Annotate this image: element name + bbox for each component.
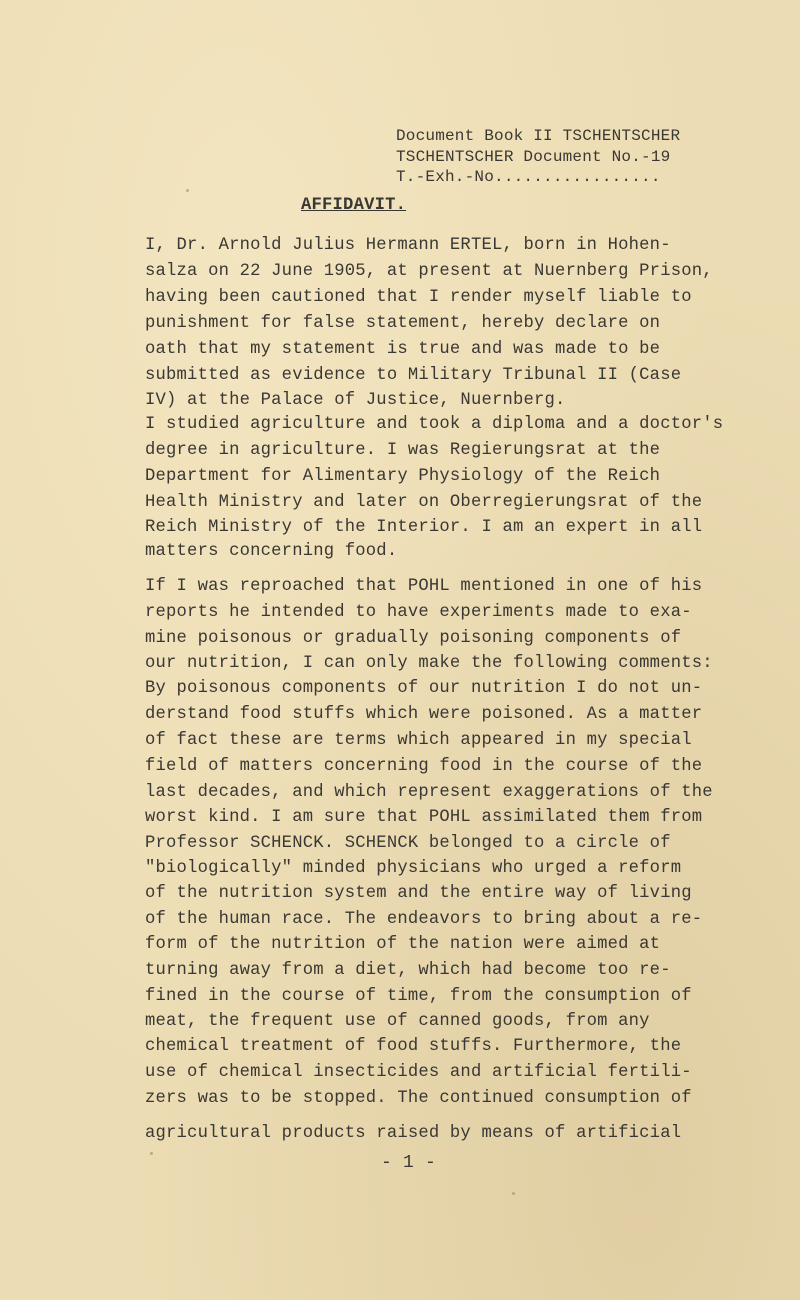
paper-speck xyxy=(150,1152,153,1155)
body-line: "biologically" minded physicians who urged a reform xyxy=(145,859,682,878)
body-line: agricultural products raised by means of artificial xyxy=(145,1124,682,1143)
body-line: zers was to be stopped. The continued consumption of xyxy=(145,1089,692,1108)
body-line: I, Dr. Arnold Julius Hermann ERTEL, born in Hohen- xyxy=(145,236,671,255)
header-line-3: T.-Exh.-No................. xyxy=(396,168,661,186)
body-line: of the human race. The endeavors to bring about a re- xyxy=(145,910,703,929)
body-line: of fact these are terms which appeared in my special xyxy=(145,731,692,750)
body-line: our nutrition, I can only make the following comments: xyxy=(145,654,713,673)
body-line: IV) at the Palace of Justice, Nuernberg. xyxy=(145,391,566,410)
body-line: degree in agriculture. I was Regierungsrat at the xyxy=(145,441,661,460)
body-line: Department for Alimentary Physiology of the Reich xyxy=(145,467,661,486)
body-line: punishment for false statement, hereby declare on xyxy=(145,314,661,333)
body-line: form of the nutrition of the nation were aimed at xyxy=(145,935,661,954)
body-line: derstand food stuffs which were poisoned. As a matter xyxy=(145,705,703,724)
page-number: - 1 - xyxy=(381,1153,437,1173)
body-line: reports he intended to have experiments made to exa- xyxy=(145,603,692,622)
body-line: last decades, and which represent exaggerations of the xyxy=(145,783,713,802)
body-line: I studied agriculture and took a diploma and a doctor's xyxy=(145,415,724,434)
header-line-1: Document Book II TSCHENTSCHER xyxy=(396,127,681,145)
body-line: Health Ministry and later on Oberregierungsrat of the xyxy=(145,493,703,512)
body-line: submitted as evidence to Military Tribunal II (Case xyxy=(145,366,682,385)
body-line: By poisonous components of our nutrition I do not un- xyxy=(145,679,703,698)
body-line: salza on 22 June 1905, at present at Nuernberg Prison, xyxy=(145,262,713,281)
body-line: of the nutrition system and the entire way of living xyxy=(145,884,692,903)
header-line-2: TSCHENTSCHER Document No.-19 xyxy=(396,148,671,166)
paper-speck xyxy=(186,189,189,192)
body-line: mine poisonous or gradually poisoning components of xyxy=(145,629,682,648)
body-line: chemical treatment of food stuffs. Furthermore, the xyxy=(145,1037,682,1056)
body-line: If I was reproached that POHL mentioned in one of his xyxy=(145,577,703,596)
body-line: having been cautioned that I render myself liable to xyxy=(145,288,692,307)
body-line: field of matters concerning food in the course of the xyxy=(145,757,703,776)
document-title: AFFIDAVIT. xyxy=(301,196,407,215)
body-line: turning away from a diet, which had become too re- xyxy=(145,961,671,980)
body-line: fined in the course of time, from the consumption of xyxy=(145,987,692,1006)
body-line: use of chemical insecticides and artificial fertili- xyxy=(145,1063,692,1082)
body-line: worst kind. I am sure that POHL assimilated them from xyxy=(145,808,703,827)
body-line: oath that my statement is true and was made to be xyxy=(145,340,661,359)
body-line: matters concerning food. xyxy=(145,542,398,561)
body-line: Reich Ministry of the Interior. I am an expert in all xyxy=(145,518,703,537)
paper-speck xyxy=(512,1192,515,1195)
body-line: Professor SCHENCK. SCHENCK belonged to a circle of xyxy=(145,834,671,853)
body-line: meat, the frequent use of canned goods, from any xyxy=(145,1012,650,1031)
